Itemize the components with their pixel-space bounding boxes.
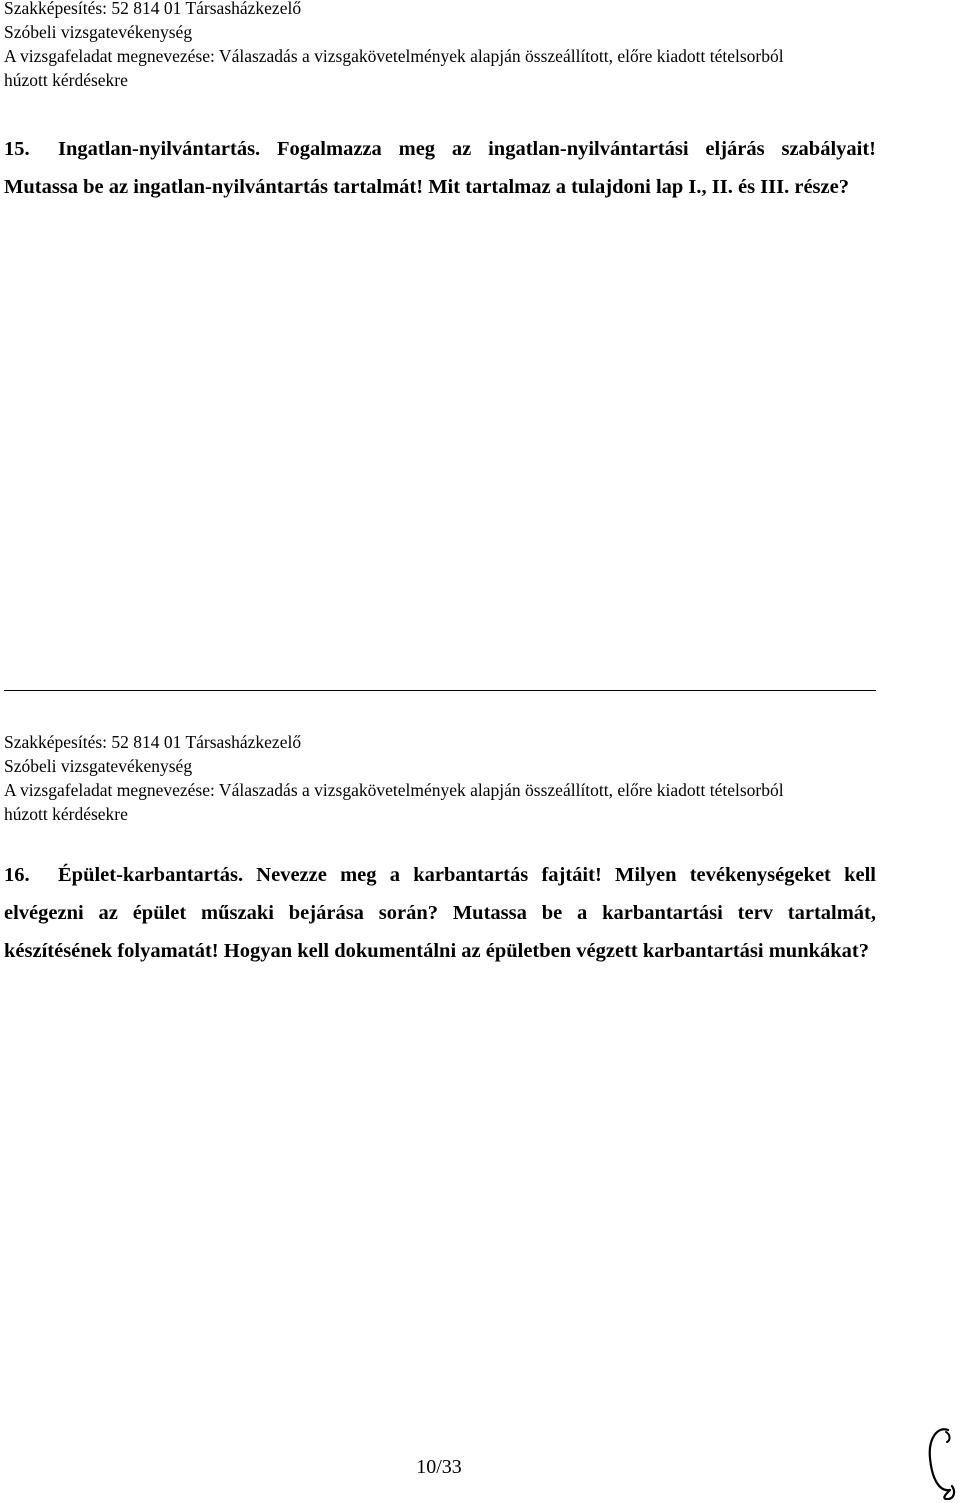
question-number: 16.: [4, 864, 30, 886]
header-task-line2: húzott kérdésekre: [4, 70, 128, 90]
page-header-top: [4, 0, 784, 92]
page-header-second: [4, 730, 784, 826]
header-activity: Szóbeli vizsgatevékenység: [4, 756, 193, 776]
header-qualification: Szakképesítés: 52 814 01 Társasházkezelő: [4, 0, 302, 18]
question-text: Épület-karbantartás. Nevezze meg a karbantartás fajtáit! Milyen tevékenységeket kell elvégezni az épület műszaki bejárása során? Mutassa be a karbantartási terv tartalmát, készítésének folyamatát! Hogyan kell dokumentálni az épületben végzett karbantartási munkákat?: [4, 864, 876, 962]
page-number: 10/33: [416, 1456, 462, 1478]
page-divider: [4, 690, 876, 691]
question-16: [4, 856, 876, 970]
question-text: Ingatlan-nyilvántartás. Fogalmazza meg az ingatlan-nyilvántartási eljárás szabályait! Mutassa be az ingatlan-nyilvántartás tartalmát! Mit tartalmaz a tulajdoni lap I., II. és III. része?: [4, 138, 876, 198]
question-15: [4, 130, 876, 206]
header-qualification: Szakképesítés: 52 814 01 Társasházkezelő: [4, 732, 302, 752]
header-task-line1: A vizsgafeladat megnevezése: Válaszadás a vizsgakövetelmények alapján összeállított, előre kiadott tételsorból: [4, 780, 784, 800]
question-number: 15.: [4, 138, 30, 160]
header-activity: Szóbeli vizsgatevékenység: [4, 22, 193, 42]
header-task-line2: húzott kérdésekre: [4, 804, 128, 824]
header-task-line1: A vizsgafeladat megnevezése: Válaszadás a vizsgakövetelmények alapján összeállított, előre kiadott tételsorból: [4, 46, 784, 66]
signature-mark: [920, 1420, 958, 1500]
